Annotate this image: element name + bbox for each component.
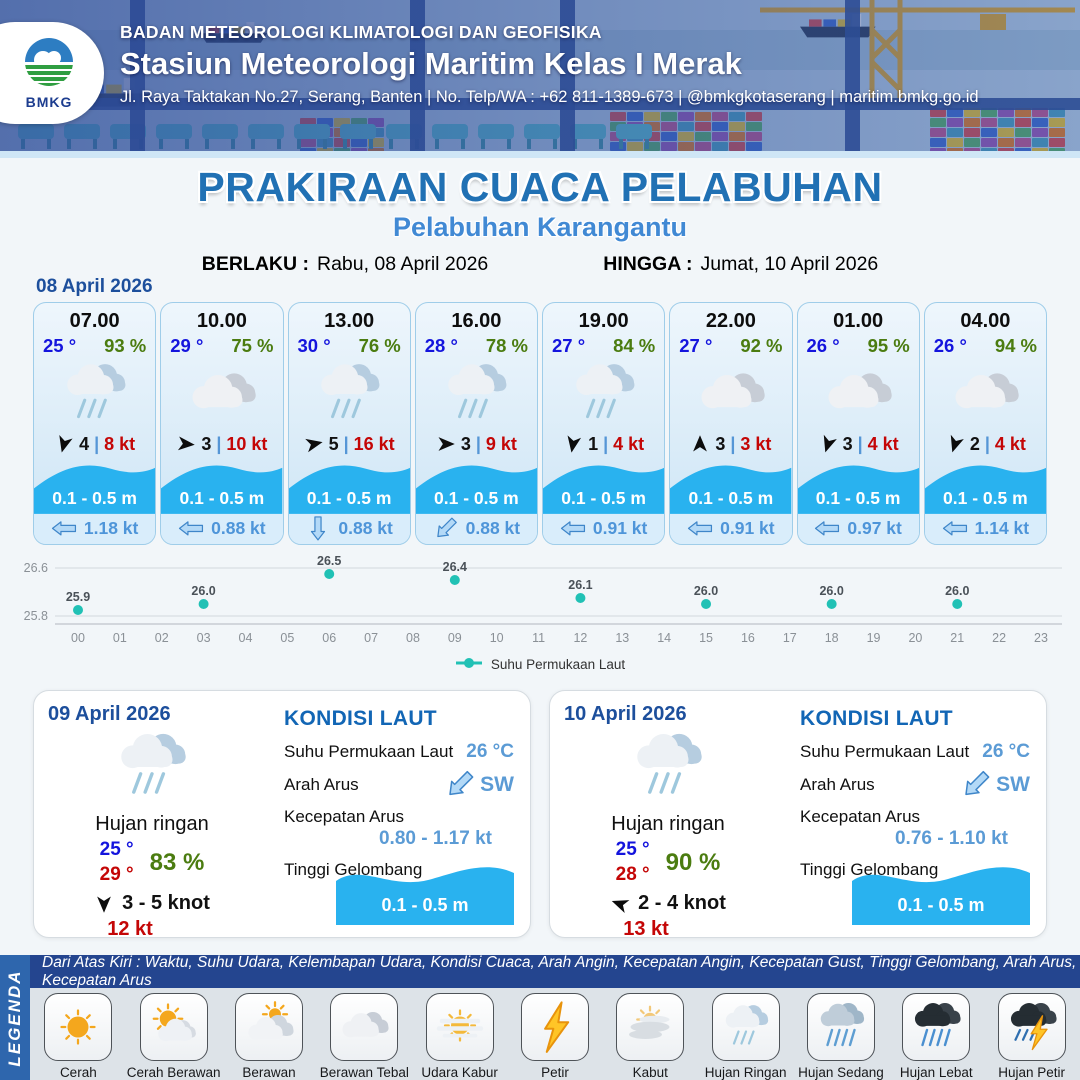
air-temperature: 25 °: [43, 335, 77, 356]
air-temperature: 27 °: [552, 335, 586, 356]
sst-chart-section: [0, 552, 1080, 684]
hourly-forecast-card: [415, 302, 538, 545]
sea-conditions: [772, 703, 1030, 925]
legend-item: [413, 993, 507, 1080]
current-direction-row: [284, 773, 514, 797]
current-speed: 0.88 kt: [211, 518, 266, 539]
valid-from: [202, 253, 489, 276]
daily-temp-max: 28 °: [615, 863, 650, 885]
separator: |: [343, 433, 349, 454]
svg-text:05: 05: [280, 631, 295, 645]
svg-text:18: 18: [824, 631, 839, 645]
legend-footer: [0, 955, 1080, 1080]
daily-summary: [48, 703, 256, 941]
hourly-forecast-card: [669, 302, 792, 545]
title-block: [0, 164, 1080, 276]
legend-caption: Dari Atas Kiri : Waktu, Suhu Udara, Kelembapan Udara, Kondisi Cuaca, Arah Angin, Kecepatan Angin, Kecepatan Gust, Tinggi Gelombang, Arah Arus, Kecepatan Arus: [30, 955, 1080, 988]
current-speed: 0.91 kt: [720, 518, 775, 539]
forecast-time: 10.00: [196, 310, 247, 332]
berawan-tebal-icon: [330, 993, 398, 1061]
daily-wind-row: [94, 892, 210, 915]
wind-direction-icon: [176, 434, 196, 454]
current-direction-value: [960, 773, 1030, 797]
legend-item: [222, 993, 316, 1080]
temp-humidity-row: [543, 333, 664, 357]
header-text-block: [120, 22, 979, 107]
wave-height-badge: [336, 859, 514, 925]
svg-text:26.0: 26.0: [819, 584, 844, 598]
daily-temps: [100, 838, 205, 887]
legend-item-label: Hujan Lebat: [899, 1065, 973, 1080]
weather-icon: [798, 357, 919, 431]
wind-direction-icon: [690, 434, 710, 454]
temp-humidity-row: [798, 333, 919, 357]
legend-item: [603, 993, 697, 1080]
sea-conditions: [256, 703, 514, 925]
current-speed-row: [800, 807, 1030, 827]
current-row: [925, 514, 1046, 544]
svg-text:21: 21: [950, 631, 965, 645]
air-temperature: 26 °: [933, 335, 967, 356]
wind-speed: 4: [79, 433, 90, 454]
separator: |: [216, 433, 222, 454]
current-speed: 0.88 kt: [465, 518, 521, 539]
daily-wind-range: 3 - 5 knot: [122, 892, 210, 915]
legend-item-label: Petir: [541, 1065, 569, 1080]
kabut-icon: [616, 993, 684, 1061]
hourly-forecast-card: [797, 302, 920, 545]
forecast-time: 13.00: [324, 310, 375, 332]
wave-height-band: [161, 459, 282, 514]
current-speed: 1.18 kt: [83, 518, 139, 539]
legend-item: [794, 993, 888, 1080]
separator: |: [730, 433, 736, 454]
svg-text:01: 01: [112, 631, 127, 645]
udara-kabur-icon: [426, 993, 494, 1061]
current-direction-icon: [178, 520, 204, 537]
valid-until-date: Jumat, 10 April 2026: [700, 253, 879, 275]
forecast-time: 19.00: [578, 310, 629, 332]
wave-height-band: [416, 459, 537, 514]
current-speed-value: 0.80 - 1.17 kt: [378, 828, 492, 849]
wave-height: 0.1 - 0.5 m: [179, 487, 265, 508]
header-bottom-strip: [0, 151, 1080, 158]
sst-value: 26 °C: [982, 741, 1030, 762]
forecast-date-label: 08 April 2026: [36, 276, 153, 297]
weather-icon: [289, 357, 410, 431]
current-direction-icon: [814, 520, 840, 537]
sst-chart-svg: [0, 552, 1080, 652]
wave-height: 0.1 - 0.5 m: [688, 487, 774, 508]
daily-detail-card: [33, 690, 531, 941]
temp-humidity-row: [289, 333, 410, 357]
sea-conditions-heading: KONDISI LAUT: [284, 707, 437, 730]
legend-item: [31, 993, 125, 1080]
hujan-sedang-icon: [807, 993, 875, 1061]
wind-row: [670, 431, 791, 456]
air-temperature: 28 °: [424, 335, 458, 356]
current-speed-label: Kecepatan Arus: [800, 807, 921, 826]
current-row: [289, 514, 410, 544]
svg-text:17: 17: [782, 631, 797, 645]
wave-height-value: 0.1 - 0.5 m: [381, 895, 469, 915]
sst-row: [800, 741, 1030, 763]
current-direction-sw-icon: [960, 774, 992, 796]
wind-direction-icon: [54, 434, 74, 454]
legend-item: [889, 993, 983, 1080]
page-title: PRAKIRAAN CUACA PELABUHAN: [197, 164, 883, 210]
hourly-forecast-card: [160, 302, 283, 545]
station-name: Stasiun Meteorologi Maritim Kelas I Merak: [120, 46, 742, 81]
svg-text:26.6: 26.6: [23, 561, 48, 575]
temp-humidity-row: [161, 333, 282, 357]
legend-item: [508, 993, 602, 1080]
current-direction-sw-icon: [444, 774, 476, 796]
current-direction-label: Arah Arus: [284, 775, 359, 794]
wind-speed: 1: [588, 433, 599, 454]
legend-item: [699, 993, 793, 1080]
wave-height-band: [289, 459, 410, 514]
svg-text:20: 20: [908, 631, 923, 645]
daily-weather-icon: [621, 726, 715, 813]
svg-text:14: 14: [657, 631, 672, 645]
current-speed: 1.14 kt: [974, 518, 1030, 539]
current-speed: 0.97 kt: [847, 518, 902, 539]
current-row: [670, 514, 791, 544]
svg-text:16: 16: [740, 631, 755, 645]
cerah-icon: [44, 993, 112, 1061]
bmkg-logo-icon: [23, 36, 75, 93]
valid-from-date: Rabu, 08 April 2026: [316, 253, 489, 275]
sst-line-chart: [0, 552, 1080, 657]
current-speed-value: 0.76 - 1.10 kt: [894, 828, 1008, 849]
chart-legend: [0, 657, 1080, 672]
gust-speed: 9 kt: [485, 433, 517, 454]
daily-wind-row: [610, 892, 726, 915]
current-direction-text: SW: [480, 773, 514, 796]
valid-until-label: HINGGA :: [603, 253, 693, 275]
legend-item-label: Hujan Petir: [998, 1065, 1065, 1080]
gust-speed: 16 kt: [353, 433, 395, 454]
valid-until: [603, 253, 878, 276]
wind-row: [34, 431, 155, 456]
current-speed-row: [284, 807, 514, 827]
legend-item-label: Hujan Ringan: [704, 1065, 787, 1080]
daily-date: 10 April 2026: [564, 703, 687, 725]
wind-speed: 5: [328, 433, 339, 454]
wave-height-value: 0.1 - 0.5 m: [897, 895, 985, 915]
chart-legend-marker-icon: [455, 657, 483, 672]
port-subtitle: Pelabuhan Karangantu: [392, 212, 688, 242]
current-direction-row: [800, 773, 1030, 797]
wave-height: 0.1 - 0.5 m: [943, 487, 1028, 508]
svg-text:25.9: 25.9: [65, 590, 91, 604]
agency-name: BADAN METEOROLOGI KLIMATOLOGI DAN GEOFISIKA: [120, 22, 602, 42]
valid-from-label: BERLAKU :: [201, 253, 309, 275]
separator: |: [857, 433, 863, 454]
hourly-forecast-card: [288, 302, 411, 545]
humidity: 93 %: [104, 335, 147, 356]
daily-temps: [616, 838, 721, 887]
daily-temp-min: 25 °: [615, 839, 650, 860]
current-direction-icon: [687, 520, 713, 537]
daily-temp-range: [100, 838, 134, 887]
wave-height-band: [543, 459, 664, 514]
svg-text:15: 15: [699, 631, 713, 645]
current-direction-label: Arah Arus: [800, 775, 875, 794]
wave-height-band: [925, 459, 1046, 514]
bmkg-logo-capsule: [0, 22, 104, 124]
wind-direction-icon: [563, 434, 583, 454]
svg-text:12: 12: [573, 631, 588, 645]
weather-icon: [670, 357, 791, 431]
separator: |: [603, 433, 609, 454]
svg-text:26.0: 26.0: [693, 584, 719, 598]
daily-wind-range: 2 - 4 knot: [638, 892, 726, 915]
daily-temp-min: 25 °: [99, 839, 134, 860]
wind-speed: 2: [969, 433, 980, 454]
gust-speed: 8 kt: [104, 433, 136, 454]
legend-item: [127, 993, 221, 1080]
daily-summary: [564, 703, 772, 941]
legend-item: [317, 993, 411, 1080]
svg-text:07: 07: [364, 631, 379, 645]
wind-direction-icon: [304, 434, 324, 454]
wave-height: 0.1 - 0.5 m: [52, 487, 137, 508]
legend-main: [30, 955, 1080, 1080]
weather-icon: [161, 357, 282, 431]
petir-icon: [521, 993, 589, 1061]
current-direction-text: SW: [996, 773, 1030, 796]
wind-row: [798, 431, 919, 456]
cerah-berawan-icon: [140, 993, 208, 1061]
legend-item-label: Kabut: [632, 1065, 668, 1080]
svg-text:00: 00: [71, 631, 85, 645]
legend-item: [985, 993, 1079, 1080]
weather-icon: [925, 357, 1046, 431]
svg-text:23: 23: [1034, 631, 1048, 645]
wave-height: 0.1 - 0.5 m: [561, 487, 646, 508]
daily-humidity: 83 %: [149, 848, 205, 876]
daily-gust: 13 kt: [623, 918, 669, 941]
daily-date: 09 April 2026: [48, 703, 171, 725]
current-direction-icon: [942, 520, 968, 537]
wind-row: [289, 431, 410, 456]
svg-text:09: 09: [447, 631, 462, 645]
gust-speed: 4 kt: [867, 433, 899, 454]
station-address: Jl. Raya Taktakan No.27, Serang, Banten | No. Telp/WA : +62 811-1389-673 | @bmkgkotaserang | maritim.bmkg.go.id: [120, 88, 979, 106]
wave-height-band: [670, 459, 791, 514]
forecast-time: 22.00: [705, 310, 756, 332]
svg-text:10: 10: [489, 631, 504, 645]
svg-text:02: 02: [154, 631, 169, 645]
svg-text:06: 06: [322, 631, 337, 645]
gust-speed: 10 kt: [226, 433, 268, 454]
svg-text:26.0: 26.0: [945, 584, 970, 598]
air-temperature: 27 °: [679, 335, 713, 356]
legend-item-label: Hujan Sedang: [798, 1065, 884, 1080]
svg-text:11: 11: [532, 631, 546, 645]
hourly-forecast-card: [924, 302, 1047, 545]
wave-height-band: [34, 459, 155, 514]
air-temperature: 30 °: [297, 335, 331, 356]
current-direction-icon: [560, 520, 586, 537]
forecast-time: 01.00: [833, 310, 884, 332]
wind-row: [416, 431, 537, 456]
separator: |: [475, 433, 481, 454]
hujan-petir-icon: [998, 993, 1066, 1061]
gust-speed: 4 kt: [613, 433, 645, 454]
daily-detail-row: [33, 690, 1047, 941]
forecast-time: 04.00: [960, 310, 1011, 332]
wind-direction-icon: [436, 434, 456, 454]
svg-text:26.5: 26.5: [317, 554, 342, 568]
wave-height: 0.1 - 0.5 m: [306, 487, 392, 508]
wind-row: [161, 431, 282, 456]
wind-direction-icon: [818, 434, 838, 454]
validity-row: [0, 253, 1080, 276]
gust-speed: 4 kt: [994, 433, 1026, 454]
daily-condition: Hujan ringan: [611, 813, 725, 835]
gust-speed: 3 kt: [740, 433, 772, 454]
svg-text:26.4: 26.4: [442, 560, 467, 574]
legend-item-label: Cerah: [59, 1065, 97, 1080]
current-direction-icon: [51, 520, 77, 537]
current-speed: 0.88 kt: [338, 518, 393, 539]
svg-text:26.1: 26.1: [568, 578, 593, 592]
svg-text:03: 03: [196, 631, 211, 645]
sea-conditions-heading: KONDISI LAUT: [800, 707, 953, 730]
weather-icon: [416, 357, 537, 431]
legend-item-label: Berawan: [242, 1065, 296, 1080]
current-row: [543, 514, 664, 544]
current-row: [34, 514, 155, 544]
berawan-icon: [235, 993, 303, 1061]
legend-item-label: Cerah Berawan: [126, 1065, 221, 1080]
forecast-time: 16.00: [451, 310, 502, 332]
weather-icon: [543, 357, 664, 431]
daily-wind-direction-icon: [94, 894, 114, 914]
bmkg-logo-text: BMKG: [25, 94, 73, 110]
header-banner: [0, 0, 1080, 158]
daily-detail-card: [549, 690, 1047, 941]
humidity: 76 %: [358, 335, 401, 356]
wind-speed: 3: [201, 433, 212, 454]
weather-icon: [34, 357, 155, 431]
forecast-time: 07.00: [69, 310, 120, 332]
svg-text:04: 04: [238, 631, 253, 645]
current-direction-icon: [433, 520, 459, 537]
chart-legend-label: Suhu Permukaan Laut: [490, 657, 626, 672]
legend-title: LEGENDA: [5, 968, 24, 1067]
daily-temp-range: [616, 838, 650, 887]
wind-speed: 3: [715, 433, 726, 454]
current-row: [161, 514, 282, 544]
current-row: [416, 514, 537, 544]
temp-humidity-row: [925, 333, 1046, 357]
wave-height-label: Tinggi Gelombang: [284, 860, 423, 879]
wave-height: 0.1 - 0.5 m: [434, 487, 519, 508]
current-direction-value: [444, 773, 514, 797]
current-speed: 0.91 kt: [592, 518, 648, 539]
humidity: 94 %: [994, 335, 1037, 356]
hujan-ringan-icon: [712, 993, 780, 1061]
wind-row: [925, 431, 1046, 456]
daily-temp-max: 29 °: [99, 863, 134, 885]
wind-speed: 3: [460, 433, 471, 454]
svg-text:25.8: 25.8: [23, 609, 48, 623]
sst-label: Suhu Permukaan Laut: [800, 742, 970, 761]
wave-height-label: Tinggi Gelombang: [800, 860, 939, 879]
humidity: 75 %: [231, 335, 274, 356]
svg-text:08: 08: [406, 631, 420, 645]
current-row: [798, 514, 919, 544]
daily-weather-icon: [105, 726, 199, 813]
temp-humidity-row: [670, 333, 791, 357]
svg-text:19: 19: [866, 631, 881, 645]
sst-value: 26 °C: [466, 741, 514, 762]
separator: |: [984, 433, 990, 454]
daily-wind-direction-icon: [610, 894, 630, 914]
legend-item-label: Udara Kabur: [421, 1065, 498, 1080]
wind-row: [543, 431, 664, 456]
temp-humidity-row: [416, 333, 537, 357]
wave-height-badge: [852, 859, 1030, 925]
temp-humidity-row: [34, 333, 155, 357]
svg-text:13: 13: [615, 631, 630, 645]
humidity: 78 %: [485, 335, 528, 356]
wind-speed: 3: [842, 433, 853, 454]
svg-text:22: 22: [992, 631, 1007, 645]
hourly-forecast-card: [542, 302, 665, 545]
separator: |: [94, 433, 100, 454]
wave-height: 0.1 - 0.5 m: [815, 487, 901, 508]
legend-icon-strip: [30, 988, 1080, 1080]
hourly-forecast-row: [33, 302, 1047, 545]
hourly-forecast-card: [33, 302, 156, 545]
legend-side-bar: [0, 955, 30, 1080]
daily-gust: 12 kt: [107, 918, 153, 941]
current-direction-icon: [305, 520, 331, 537]
air-temperature: 29 °: [170, 335, 204, 356]
sst-row: [284, 741, 514, 763]
air-temperature: 26 °: [806, 335, 840, 356]
humidity: 84 %: [613, 335, 656, 356]
daily-condition: Hujan ringan: [95, 813, 209, 835]
wave-height-band: [798, 459, 919, 514]
hujan-lebat-icon: [902, 993, 970, 1061]
daily-humidity: 90 %: [665, 848, 721, 876]
current-speed-label: Kecepatan Arus: [284, 807, 405, 826]
svg-text:26.0: 26.0: [191, 584, 216, 598]
humidity: 92 %: [740, 335, 783, 356]
sst-label: Suhu Permukaan Laut: [284, 742, 454, 761]
wind-direction-icon: [945, 434, 965, 454]
legend-item-label: Berawan Tebal: [319, 1065, 409, 1080]
humidity: 95 %: [867, 335, 910, 356]
